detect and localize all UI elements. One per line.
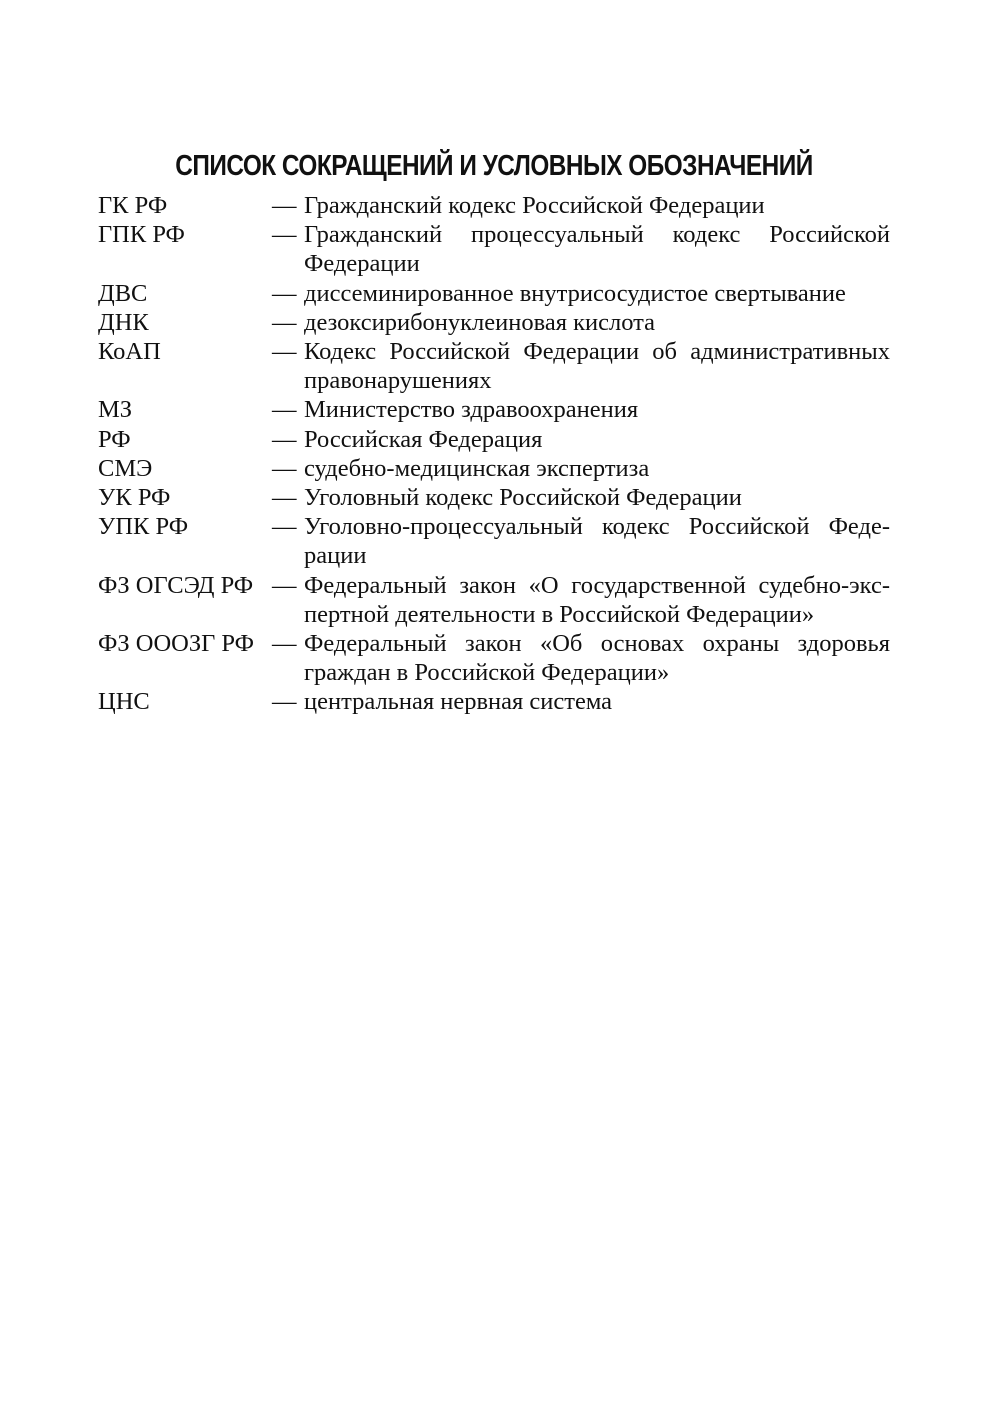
list-item — [98, 191, 890, 220]
definition: судебно-медицинская экспертиза — [304, 454, 650, 482]
list-item — [98, 687, 890, 716]
abbreviation: ДВС — [98, 279, 148, 307]
definition: Уголовно-процессуальный кодекс Российской Федерации — [304, 513, 890, 570]
abbreviation: ФЗ ОООЗГ РФ — [98, 630, 254, 658]
dash-separator: — — [272, 484, 297, 512]
list-item — [98, 629, 890, 687]
definition: Министерство здравоохранения — [304, 396, 639, 424]
dash-separator: — — [272, 396, 297, 424]
abbreviation: ДНК — [98, 308, 149, 336]
definition: Федеральный закон «Об основах охраны здоровья граждан в Российской Федерации» — [304, 630, 890, 687]
dash-separator: — — [272, 630, 297, 658]
definition: Уголовный кодекс Российской Федерации — [304, 484, 742, 512]
dash-separator: — — [272, 571, 297, 599]
list-item — [98, 308, 890, 337]
dash-separator: — — [272, 192, 297, 219]
definition: диссеминированное внутрисосудистое свертывание — [304, 279, 846, 307]
definition: центральная нервная система — [304, 688, 613, 716]
abbreviation: ФЗ ОГСЭД РФ — [98, 571, 254, 599]
list-item — [98, 454, 890, 483]
abbreviation-list — [98, 191, 890, 717]
abbreviation: МЗ — [98, 396, 133, 424]
definition: Федеральный закон «О государственной судебно-экспертной деятельности в Российской Федерации» — [304, 571, 890, 628]
list-item — [98, 220, 890, 278]
list-item — [98, 571, 890, 629]
list-item — [98, 425, 890, 454]
dash-separator: — — [272, 221, 297, 249]
list-item — [98, 337, 890, 395]
dash-separator: — — [272, 688, 297, 716]
dash-separator: — — [272, 338, 297, 366]
dash-separator: — — [272, 425, 297, 453]
abbreviation: СМЭ — [98, 454, 153, 482]
definition: Гражданский кодекс Российской Федерации — [304, 192, 765, 219]
abbreviation: КоАП — [98, 338, 161, 366]
document-page — [98, 150, 890, 717]
abbreviation: ГПК РФ — [98, 221, 185, 249]
abbreviation: ЦНС — [98, 688, 150, 716]
definition: Российская Федерация — [304, 425, 543, 453]
definition: Кодекс Российской Федерации об административных правонарушениях — [304, 338, 890, 395]
dash-separator: — — [272, 279, 297, 307]
definition: Гражданский процессуальный кодекс Российской Федерации — [304, 221, 890, 278]
list-item — [98, 483, 890, 512]
abbreviation: УК РФ — [98, 484, 171, 512]
abbreviation: ГК РФ — [98, 192, 168, 219]
abbreviation: УПК РФ — [98, 513, 189, 541]
dash-separator: — — [272, 513, 297, 541]
list-item — [98, 512, 890, 570]
abbreviation: РФ — [98, 425, 131, 453]
list-item — [98, 279, 890, 308]
dash-separator: — — [272, 308, 297, 336]
dash-separator: — — [272, 454, 297, 482]
list-item — [98, 395, 890, 424]
definition: дезоксирибонуклеиновая кислота — [304, 308, 656, 336]
page-title: СПИСОК СОКРАЩЕНИЙ И УСЛОВНЫХ ОБОЗНАЧЕНИЙ — [175, 150, 813, 182]
